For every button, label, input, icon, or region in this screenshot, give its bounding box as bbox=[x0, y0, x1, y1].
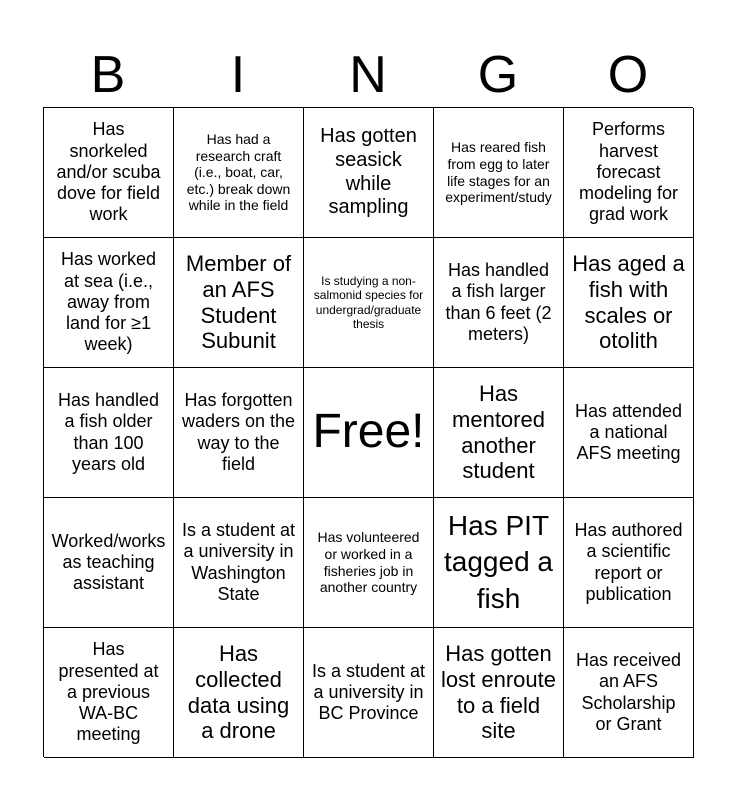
bingo-cell[interactable]: Has gotten lost enroute to a field site bbox=[434, 628, 564, 758]
bingo-cell[interactable]: Has authored a scientific report or publication bbox=[564, 498, 694, 628]
bingo-cell[interactable]: Has mentored another student bbox=[434, 368, 564, 498]
header-letter-i: I bbox=[230, 46, 246, 104]
bingo-cell[interactable]: Member of an AFS Student Subunit bbox=[174, 238, 304, 368]
free-space[interactable]: Free! bbox=[304, 368, 434, 498]
bingo-cell[interactable]: Has forgotten waders on the way to the field bbox=[174, 368, 304, 498]
bingo-cell[interactable]: Has gotten seasick while sampling bbox=[304, 108, 434, 238]
header-letter-o: O bbox=[607, 46, 649, 104]
header-letter-n: N bbox=[349, 46, 387, 104]
bingo-cell[interactable]: Has received an AFS Scholarship or Grant bbox=[564, 628, 694, 758]
bingo-cell[interactable]: Is studying a non-salmonid species for undergrad/graduate thesis bbox=[304, 238, 434, 368]
bingo-cell[interactable]: Has handled a fish larger than 6 feet (2 meters) bbox=[434, 238, 564, 368]
bingo-cell[interactable]: Performs harvest forecast modeling for grad work bbox=[564, 108, 694, 238]
bingo-cell[interactable]: Has worked at sea (i.e., away from land for ≥1 week) bbox=[44, 238, 174, 368]
bingo-cell[interactable]: Has PIT tagged a fish bbox=[434, 498, 564, 628]
bingo-cell[interactable]: Has reared fish from egg to later life stages for an experiment/study bbox=[434, 108, 564, 238]
bingo-cell[interactable]: Is a student at a university in BC Province bbox=[304, 628, 434, 758]
bingo-cell[interactable]: Has collected data using a drone bbox=[174, 628, 304, 758]
bingo-cell[interactable]: Has snorkeled and/or scuba dove for field work bbox=[44, 108, 174, 238]
bingo-cell[interactable]: Has handled a fish older than 100 years old bbox=[44, 368, 174, 498]
bingo-board bbox=[43, 107, 693, 757]
bingo-cell[interactable]: Worked/works as teaching assistant bbox=[44, 498, 174, 628]
bingo-cell[interactable]: Has had a research craft (i.e., boat, car, etc.) break down while in the field bbox=[174, 108, 304, 238]
header-letter-b: B bbox=[90, 46, 126, 104]
bingo-cell[interactable]: Has presented at a previous WA-BC meeting bbox=[44, 628, 174, 758]
bingo-cell[interactable]: Has aged a fish with scales or otolith bbox=[564, 238, 694, 368]
bingo-cell[interactable]: Has volunteered or worked in a fisheries job in another country bbox=[304, 498, 434, 628]
bingo-header bbox=[43, 44, 693, 106]
bingo-cell[interactable]: Has attended a national AFS meeting bbox=[564, 368, 694, 498]
header-letter-g: G bbox=[477, 46, 519, 104]
bingo-cell[interactable]: Is a student at a university in Washington State bbox=[174, 498, 304, 628]
